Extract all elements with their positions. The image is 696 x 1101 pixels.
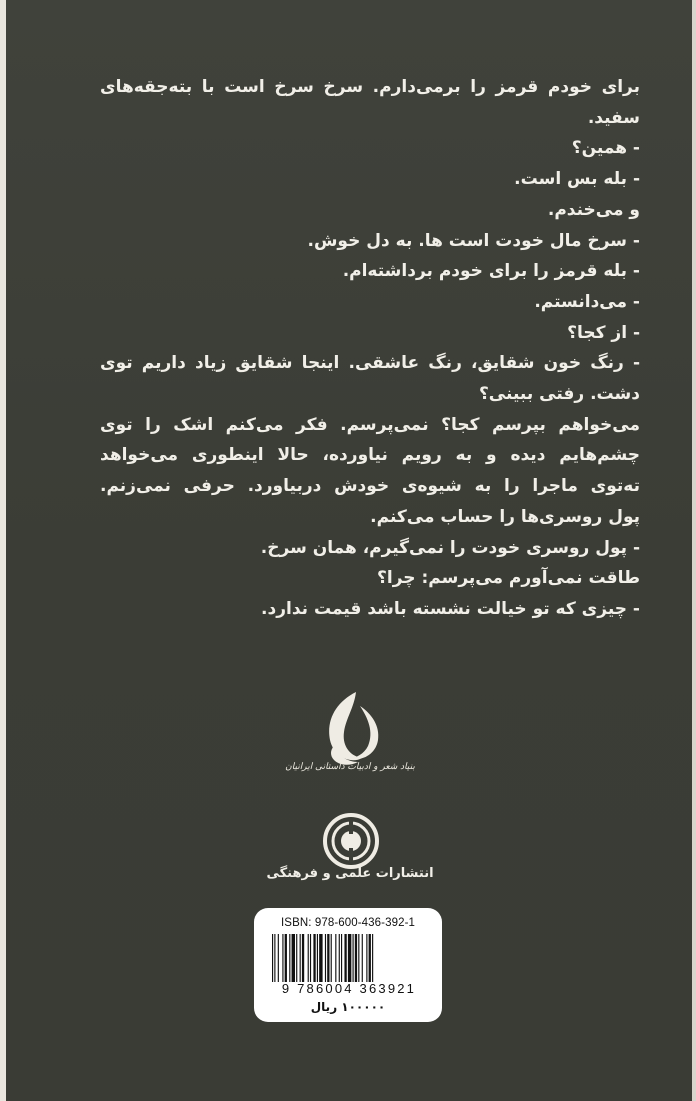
barcode-bar bbox=[331, 934, 332, 982]
barcode-label bbox=[254, 908, 442, 1022]
barcode-bar bbox=[372, 934, 373, 982]
barcode-bar bbox=[369, 934, 371, 982]
isbn-text: ISBN: 978-600-436-392-1 bbox=[281, 917, 415, 929]
barcode-bar bbox=[327, 934, 329, 982]
barcode-bar bbox=[308, 934, 309, 982]
barcode-bar bbox=[319, 934, 322, 982]
story-line: دشت. رفتی ببینی؟ bbox=[478, 384, 640, 405]
story-line: - از کجا؟ bbox=[567, 322, 640, 343]
story-line: چشم‌هایم دیده و به رویم نیاورده، حالا اینطوری می‌خواهد bbox=[100, 445, 640, 466]
story-line: - می‌دانستم. bbox=[534, 291, 640, 312]
story-line: - بله قرمز را برای خودم برداشته‌ام. bbox=[342, 261, 640, 282]
barcode-bar bbox=[317, 934, 318, 982]
story-line: - بله بس است. bbox=[514, 169, 640, 190]
story-excerpt bbox=[100, 72, 640, 625]
barcode-bar bbox=[296, 934, 297, 982]
story-line: و می‌خندم. bbox=[547, 199, 640, 220]
page-edge-left bbox=[0, 0, 6, 1101]
barcode-bar bbox=[344, 934, 346, 982]
flame-logo-icon bbox=[296, 688, 408, 798]
story-line: - سرخ مال خودت است ها. به دل خوش. bbox=[307, 230, 640, 251]
story-line: - رنگ خون شقایق، رنگ عاشقی. اینجا شقایق زیاد داریم توی bbox=[100, 353, 640, 374]
barcode-bar bbox=[289, 934, 290, 982]
price-label: ۱۰۰۰۰۰ ریال bbox=[310, 1000, 386, 1014]
story-line: طاقت نمی‌آورم می‌پرسم: چرا؟ bbox=[377, 568, 640, 589]
barcode-bar bbox=[335, 934, 336, 982]
story-line: سفید. bbox=[587, 107, 640, 128]
foundation-caption: بنیاد شعر و ادبیات داستانی ایرانیان bbox=[285, 762, 415, 772]
barcode-bar bbox=[282, 934, 283, 982]
barcode-bar bbox=[274, 934, 275, 982]
page-edge-right bbox=[692, 0, 696, 1101]
barcode-bar bbox=[325, 934, 326, 982]
barcode-bar bbox=[339, 934, 340, 982]
story-line: می‌خواهم بپرسم کجا؟ نمی‌پرسم. فکر می‌کنم اشک را توی bbox=[100, 414, 640, 435]
barcode-bar bbox=[310, 934, 311, 982]
barcode-bar bbox=[278, 934, 279, 982]
publisher-name: انتشارات علمی و فرهنگی bbox=[266, 866, 434, 881]
publisher-emblem-icon bbox=[322, 812, 380, 870]
barcode-bar bbox=[292, 934, 295, 982]
story-line: برای خودم قرمز را برمی‌دارم. سرخ سرخ است با بته‌جقه‌های bbox=[100, 77, 640, 97]
barcode-bar bbox=[362, 934, 363, 982]
barcode-bar bbox=[300, 934, 301, 982]
story-line: - چیزی که تو خیالت نشسته باشد قیمت ندارد. bbox=[261, 598, 640, 619]
barcode-bars bbox=[272, 934, 424, 982]
story-line: ته‌توی ماجرا را به شیوه‌ی خودش دربیاورد. حرفی نمی‌زنم. bbox=[100, 476, 640, 497]
barcode-bar bbox=[272, 934, 273, 982]
story-line: - پول روسری خودت را نمی‌گیرم، همان سرخ. bbox=[260, 537, 640, 558]
barcode-bar bbox=[341, 934, 342, 982]
story-line: - همین؟ bbox=[571, 138, 640, 159]
barcode-bar bbox=[353, 934, 354, 982]
barcode-bar bbox=[366, 934, 367, 982]
barcode-bar bbox=[302, 934, 304, 982]
story-line: پول روسری‌ها را حساب می‌کنم. bbox=[370, 506, 640, 527]
barcode-bar bbox=[348, 934, 351, 982]
barcode-bar bbox=[355, 934, 357, 982]
barcode-bar bbox=[358, 934, 359, 982]
barcode-digits: 9 786004 363921 bbox=[281, 981, 417, 996]
barcode-bar bbox=[285, 934, 287, 982]
barcode-bar bbox=[313, 934, 315, 982]
